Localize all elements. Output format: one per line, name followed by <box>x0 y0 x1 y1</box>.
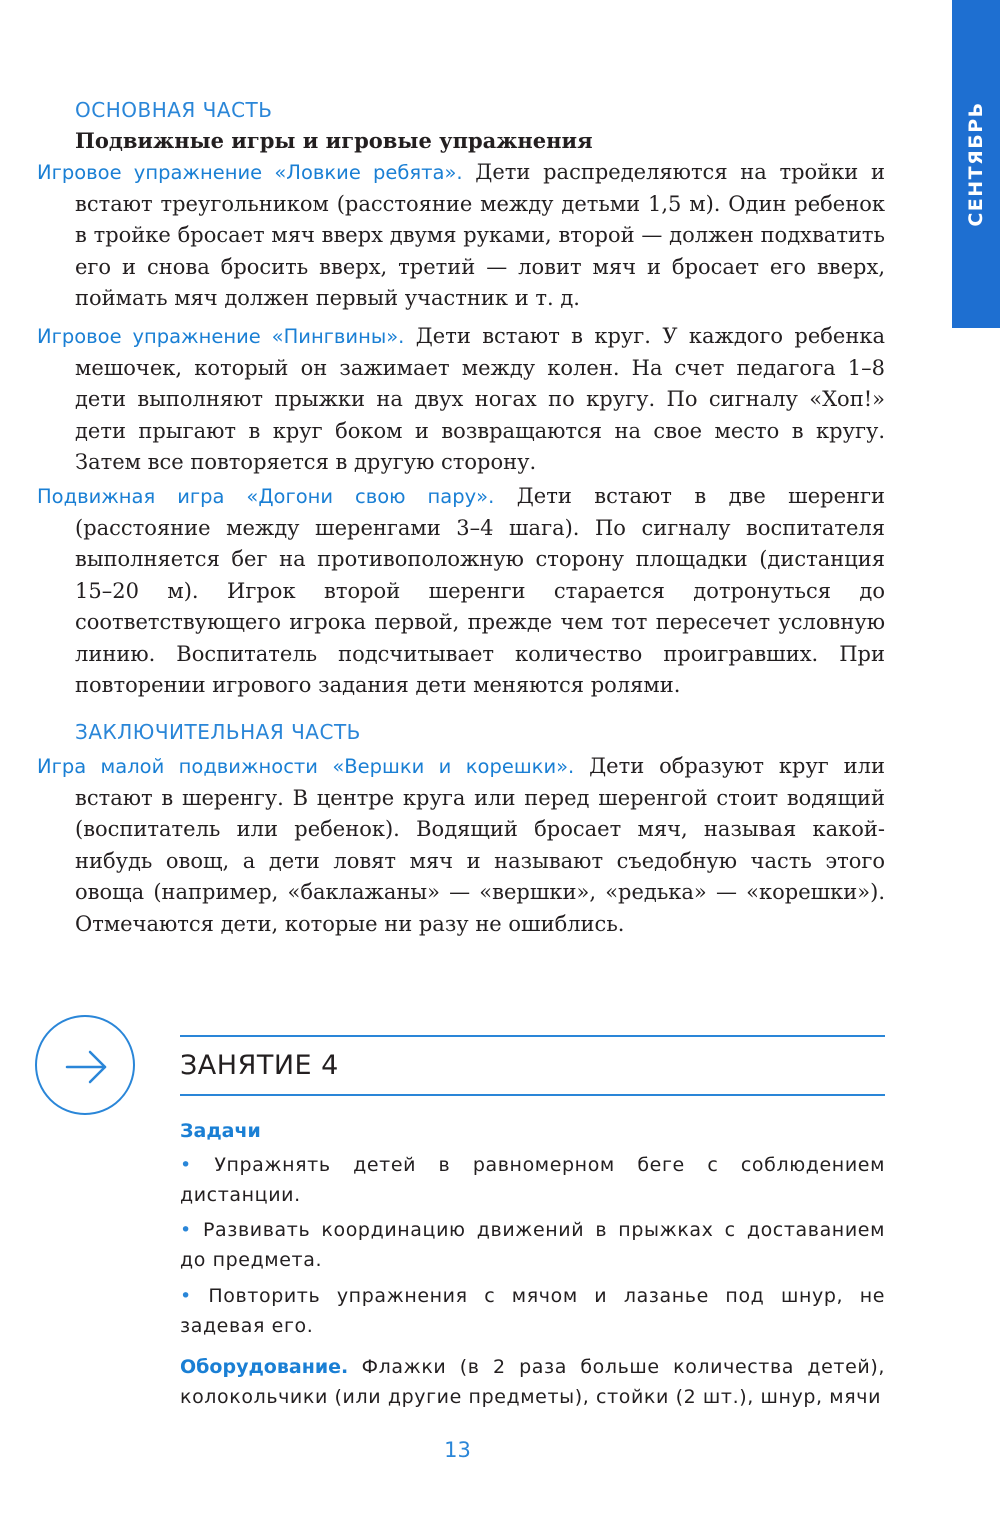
exercise-text: Дети встают в две шеренги (расстояние между шеренгами 3–4 шага). По сигналу воспитателя выполняется бег на противоположную сторону площадки (дистанция 15–20 м). Игрок второй шеренги старается дотронуться до соответствующего игрока первой, прежде чем тот пересечет условную линию. Воспитатель подсчитывает количество проигравших. При повторении игрового задания дети меняются ролями. <box>75 484 885 697</box>
lesson-title: ЗАНЯТИЕ 4 <box>180 1050 339 1081</box>
exercise-title: Игра малой подвижности «Вершки и корешки». <box>37 755 575 778</box>
exercise-paragraph <box>37 751 885 940</box>
exercise-paragraph <box>37 481 885 702</box>
equipment-label: Оборудование. <box>180 1356 349 1378</box>
task-item <box>180 1215 885 1275</box>
main-part-heading: ОСНОВНАЯ ЧАСТЬ <box>75 98 273 122</box>
exercise-paragraph <box>37 321 885 479</box>
exercise-text: Дети встают в круг. У каждого ребенка мешочек, который он зажимает между колен. На счет педагога 1–8 дети выполняют прыжки на двух ногах по кругу. По сигналу «Хоп!» дети прыгают в круг боком и возвращаются на свое место в кругу. Затем все повторяется в другую сторону. <box>75 324 885 474</box>
month-side-tab <box>952 0 1000 328</box>
exercise-text: Дети образуют круг или встают в шеренгу. В центре круга или перед шеренгой стоит водящий (воспитатель или ребенок). Водящий бросает мяч, называя какой-нибудь овощ, а дети ловят мяч и называют съедобную часть этого овоща (например, «баклажаны» — «вершки», «редька» — «корешки»). Отмечаются дети, которые ни разу не ошиблись. <box>75 754 885 936</box>
tasks-heading: Задачи <box>180 1120 261 1142</box>
lesson-circle-badge <box>35 1015 135 1115</box>
side-tab-label: СЕНТЯБРЬ <box>965 101 987 227</box>
exercise-paragraph <box>37 157 885 315</box>
equipment-paragraph <box>180 1352 885 1412</box>
task-item <box>180 1150 885 1210</box>
lesson-bottom-rule <box>180 1094 885 1096</box>
bullet-icon: • <box>180 1219 192 1241</box>
task-text: Повторить упражнения с мячом и лазанье под шнур, не задевая его. <box>180 1285 886 1337</box>
arrow-right-icon <box>65 1050 109 1084</box>
task-item <box>180 1281 885 1341</box>
exercise-title: Игровое упражнение «Пингвины». <box>37 325 405 348</box>
exercise-title: Подвижная игра «Догони свою пару». <box>37 485 495 508</box>
equipment-text: Флажки (в 2 раза больше количества детей), колокольчики (или другие предметы), стойки (2 шт.), шнур, мячи <box>180 1356 885 1408</box>
bullet-icon: • <box>180 1285 192 1307</box>
exercise-text: Дети распределяются на тройки и встают треугольником (расстояние между детьми 1,5 м). Один ребенок в тройке бросает мяч вверх двумя руками, второй — должен подхватить его и снова бросить вверх, третий — ловит мяч и бросает его вверх, поймать мяч должен первый участник и т. д. <box>75 160 885 310</box>
task-text: Упражнять детей в равномерном беге с соблюдением дистанции. <box>180 1154 886 1206</box>
games-subheading: Подвижные игры и игровые упражнения <box>75 128 593 153</box>
lesson-top-rule <box>180 1035 885 1037</box>
page-number: 13 <box>444 1438 471 1462</box>
bullet-icon: • <box>180 1154 192 1176</box>
exercise-title: Игровое упражнение «Ловкие ребята». <box>37 161 463 184</box>
final-part-heading: ЗАКЛЮЧИТЕЛЬНАЯ ЧАСТЬ <box>75 720 361 744</box>
task-text: Развивать координацию движений в прыжках с доставанием до предмета. <box>180 1219 886 1271</box>
